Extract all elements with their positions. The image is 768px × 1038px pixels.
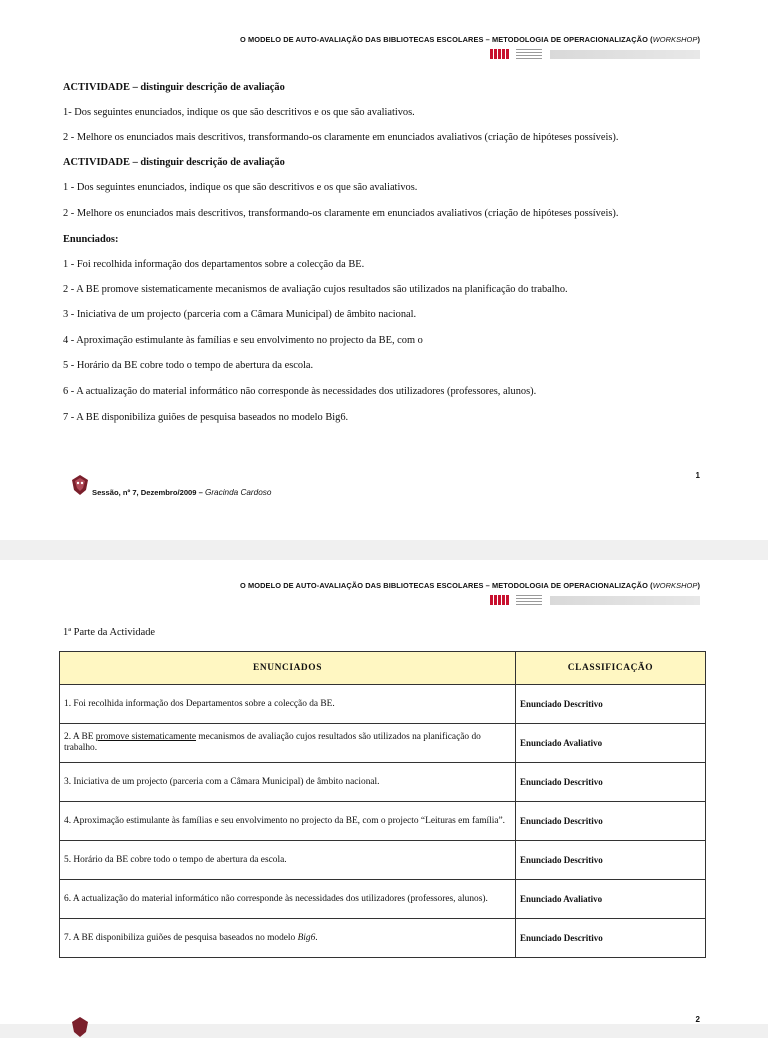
- enunciado-item: 5 - Horário da BE cobre todo o tempo de abertura da escola.: [63, 360, 314, 371]
- column-header-classificacao: CLASSIFICAÇÃO: [516, 652, 706, 685]
- activity-title: ACTIVIDADE – distinguir descrição de avaliação: [63, 157, 285, 168]
- activity-title: ACTIVIDADE – distinguir descrição de avaliação: [63, 82, 285, 93]
- enunciado-cell: 6. A actualização do material informático não corresponde às necessidades dos utilizadores (professores, alunos).: [60, 880, 516, 919]
- instruction-text: 2 - Melhore os enunciados mais descritivos, transformando-os claramente em enunciados avaliativos (criação de hipóteses possíveis).: [63, 208, 619, 219]
- ministry-logo-text: [516, 49, 542, 59]
- column-header-enunciados: ENUNCIADOS: [60, 652, 516, 685]
- enunciado-item: 6 - A actualização do material informático não corresponde às necessidades dos utilizadores (professores, alunos).: [63, 386, 537, 397]
- part-label: 1ª Parte da Actividade: [63, 627, 156, 638]
- table-row: [60, 841, 706, 880]
- classificacao-cell: Enunciado Descritivo: [516, 919, 706, 958]
- classificacao-cell: Enunciado Descritivo: [516, 763, 706, 802]
- instruction-text: 2 - Melhore os enunciados mais descritivos, transformando-os claramente em enunciados avaliativos (criação de hipóteses possíveis).: [63, 132, 619, 143]
- document-page-2: [0, 560, 768, 1024]
- table-row: [60, 802, 706, 841]
- enunciados-heading: Enunciados:: [63, 234, 119, 245]
- header-logo: [487, 593, 700, 607]
- enunciado-cell: 4. Aproximação estimulante às famílias e seu envolvimento no projecto da BE, com o projecto “Leituras em família”.: [60, 802, 516, 841]
- header-title: O MODELO DE AUTO-AVALIAÇÃO DAS BIBLIOTECAS ESCOLARES – METODOLOGIA DE OPERACIONALIZAÇÃO (WORKSHOP): [240, 581, 700, 590]
- enunciado-item: 7 - A BE disponibiliza guiões de pesquisa baseados no modelo Big6.: [63, 412, 349, 423]
- classificacao-cell: Enunciado Descritivo: [516, 685, 706, 724]
- enunciado-cell: 7. A BE disponibiliza guiões de pesquisa baseados no modelo Big6.: [60, 919, 516, 958]
- enunciado-item: 2 - A BE promove sistematicamente mecanismos de avaliação cujos resultados são utilizados na planificação do trabalho.: [63, 284, 568, 295]
- table-body: [60, 685, 706, 958]
- instruction-text: 1 - Dos seguintes enunciados, indique os que são descritivos e os que são avaliativos.: [63, 182, 418, 193]
- enunciado-item: 3 - Iniciativa de um projecto (parceria com a Câmara Municipal) de âmbito nacional.: [63, 309, 417, 320]
- ministry-logo-icon: [490, 49, 510, 59]
- table-row: [60, 880, 706, 919]
- owl-logo-icon: [70, 474, 90, 496]
- header-logo: [487, 47, 700, 61]
- enunciado-cell: 5. Horário da BE cobre todo o tempo de abertura da escola.: [60, 841, 516, 880]
- classificacao-cell: Enunciado Avaliativo: [516, 724, 706, 763]
- enunciado-cell: 1. Foi recolhida informação dos Departamentos sobre a colecção da BE.: [60, 685, 516, 724]
- ministry-logo-icon: [490, 595, 510, 605]
- page-number: 2: [695, 1015, 700, 1024]
- instruction-text: 1- Dos seguintes enunciados, indique os que são descritivos e os que são avaliativos.: [63, 107, 415, 118]
- classificacao-cell: Enunciado Descritivo: [516, 802, 706, 841]
- enunciado-item: 4 - Aproximação estimulante às famílias e seu envolvimento no projecto da BE, com o: [63, 335, 423, 346]
- table-row: [60, 919, 706, 958]
- header-title: O MODELO DE AUTO-AVALIAÇÃO DAS BIBLIOTECAS ESCOLARES – METODOLOGIA DE OPERACIONALIZAÇÃO (WORKSHOP): [240, 35, 700, 44]
- classificacao-cell: Enunciado Avaliativo: [516, 880, 706, 919]
- classificacao-cell: Enunciado Descritivo: [516, 841, 706, 880]
- enunciado-cell: 2. A BE promove sistematicamente mecanismos de avaliação cujos resultados são utilizados na planificação do trabalho.: [60, 724, 516, 763]
- footer-session: Sessão, nº 7, Dezembro/2009 – Gracinda Cardoso: [92, 488, 272, 497]
- header-banner: [550, 596, 700, 605]
- header-banner: [550, 50, 700, 59]
- ministry-logo-text: [516, 595, 542, 605]
- enunciado-cell: 3. Iniciativa de um projecto (parceria com a Câmara Municipal) de âmbito nacional.: [60, 763, 516, 802]
- table-row: [60, 724, 706, 763]
- owl-logo-icon: [70, 1016, 90, 1038]
- classification-table: [59, 651, 706, 958]
- table-header-row: [60, 652, 706, 685]
- enunciado-item: 1 - Foi recolhida informação dos departamentos sobre a colecção da BE.: [63, 259, 365, 270]
- page-number: 1: [695, 471, 700, 480]
- table-row: [60, 685, 706, 724]
- table-row: [60, 763, 706, 802]
